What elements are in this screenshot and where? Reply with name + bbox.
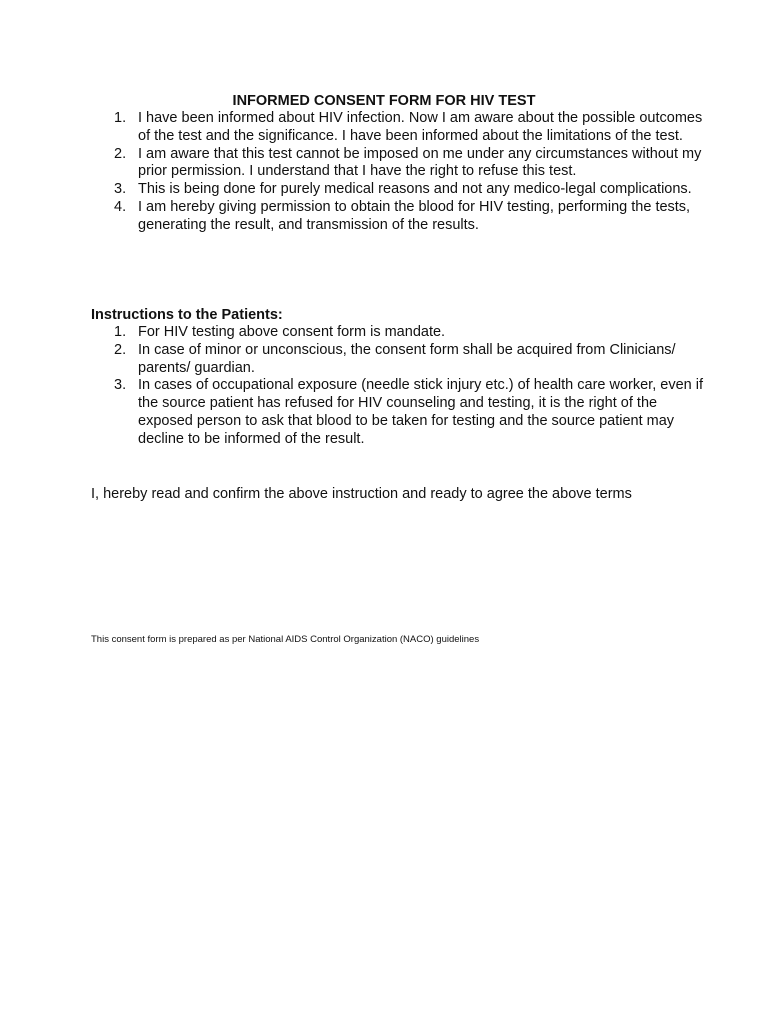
list-item-number: 2.: [114, 145, 127, 162]
list-item-text: In case of minor or unconscious, the consent form shall be acquired from Clinicians/ parents/ guardian.: [138, 341, 676, 376]
list-item-number: 1.: [114, 110, 127, 126]
confirmation-statement: I, hereby read and confirm the above instruction and ready to agree the above terms: [91, 486, 632, 502]
list-item-number: 1.: [114, 324, 127, 340]
list-item-text: I have been informed about HIV infection. Now I am aware about the possible outcomes of the test and the significance. I have been informed about the limitations of the test.: [138, 110, 703, 144]
list-item-text: I am aware that this test cannot be imposed on me under any circumstances without my prior permission. I understand that I have the right to refuse this test.: [138, 145, 702, 180]
list-item-number: 2.: [114, 341, 127, 358]
list-item-number: 3.: [114, 181, 127, 198]
list-item: [108, 342, 708, 378]
list-item-text: I am hereby giving permission to obtain the blood for HIV testing, performing the tests, generating the result, and transmission of the results.: [138, 198, 691, 233]
instructions-heading: Instructions to the Patients:: [91, 307, 283, 323]
list-item: [108, 181, 708, 199]
list-item: [108, 146, 708, 182]
list-item: [108, 199, 708, 235]
instructions-list: [108, 324, 708, 449]
list-item-number: 3.: [114, 377, 127, 394]
footnote: This consent form is prepared as per National AIDS Control Organization (NACO) guidelines: [91, 634, 480, 645]
list-item-text: In cases of occupational exposure (needle stick injury etc.) of health care worker, even if the source patient has refused for HIV counseling and testing, it is the right of the exposed person to ask that blood to be taken for testing and the source patient may decline to be informed of the result.: [138, 377, 703, 447]
list-item: [108, 110, 708, 146]
list-item: [108, 324, 708, 342]
list-item-number: 4.: [114, 198, 127, 215]
document-title: INFORMED CONSENT FORM FOR HIV TEST: [232, 93, 536, 109]
list-item: [108, 377, 708, 448]
consent-list: [108, 110, 708, 235]
list-item-text: This is being done for purely medical reasons and not any medico-legal complications.: [138, 181, 692, 198]
list-item-text: For HIV testing above consent form is mandate.: [138, 324, 446, 340]
